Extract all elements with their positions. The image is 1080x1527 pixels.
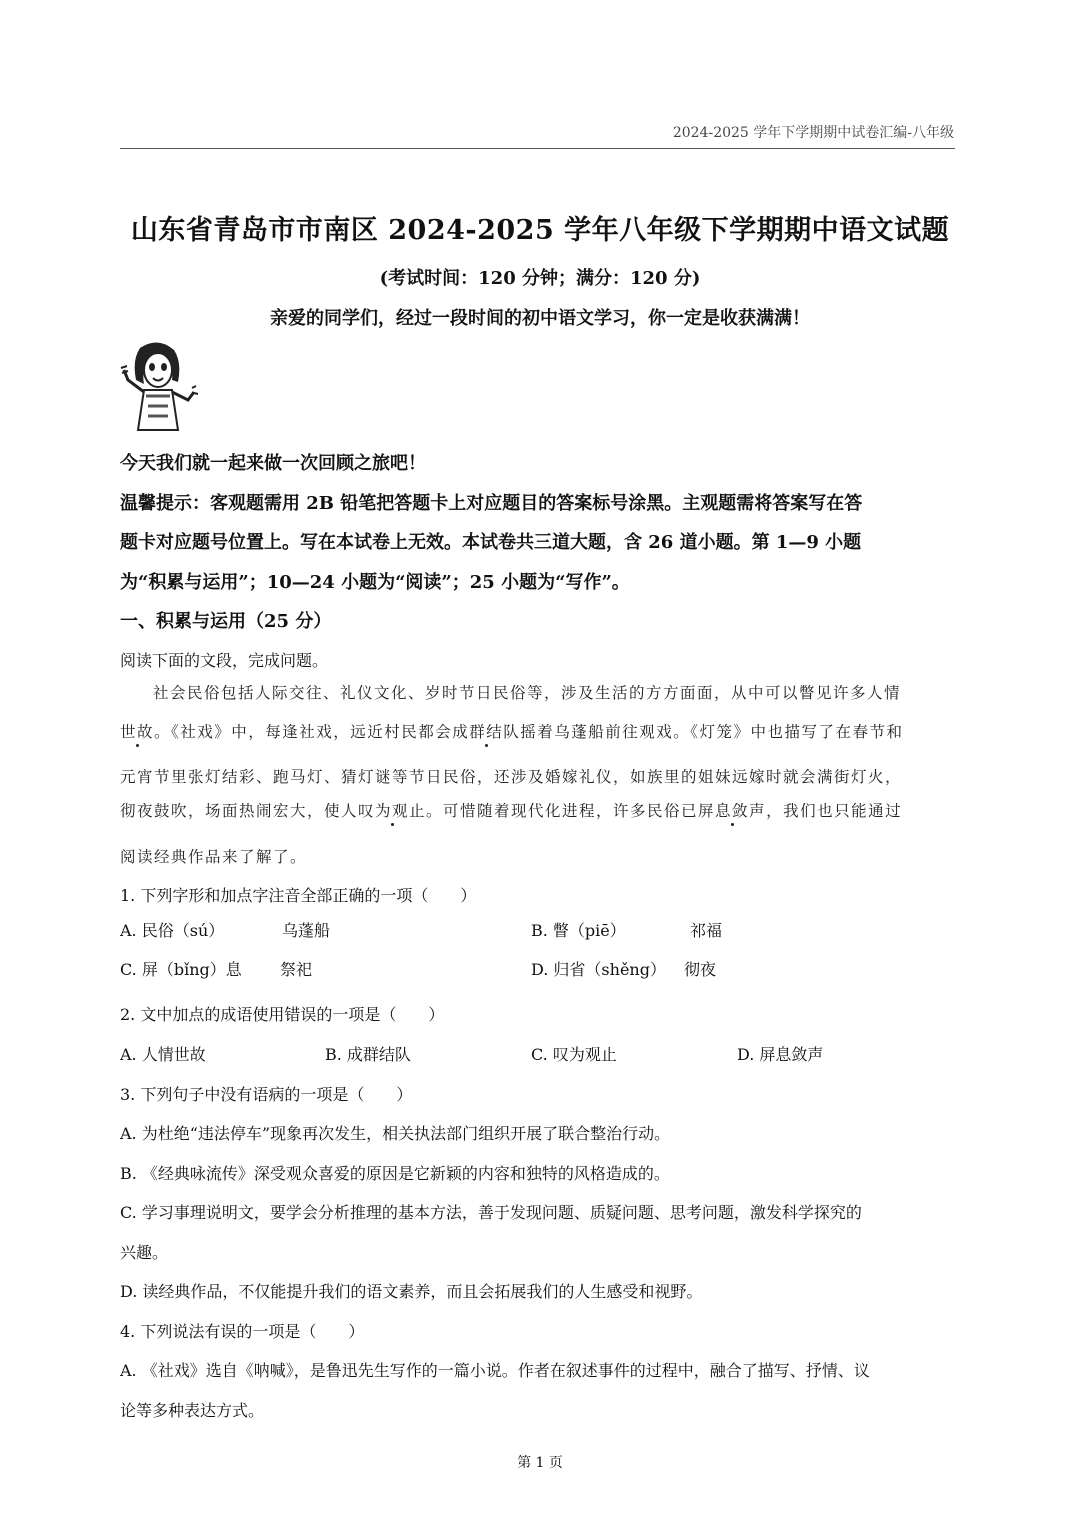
passage-line-2 [120, 720, 904, 742]
tips-line-3: 为“积累与运用”；10—24 小题为“阅读”；25 小题为“写作”。 [120, 572, 630, 593]
tips-line-1: 温馨提示：客观题需用 2B 铅笔把答题卡上对应题目的答案标号涂黑。主观题需将答案写在答 [120, 493, 863, 514]
q2-option-a[interactable]: A. 人情世故 [120, 1045, 206, 1064]
question-1-stem: 1. 下列字形和加点字注音全部正确的一项（ ） [120, 886, 477, 905]
passage-text: 。可惜随着现代化进程，许多民俗已 [426, 802, 699, 820]
intro-text: 今天我们就一起来做一次回顾之旅吧！ [120, 453, 426, 474]
q1-option-b-word: 祁福 [690, 921, 723, 940]
q3-option-b[interactable]: B. 《经典咏流传》深受观众喜爱的原因是它新颖的内容和独特的风格造成的。 [120, 1164, 670, 1183]
dotted-idiom-shigu: 世故 [120, 723, 155, 741]
section-title: 一、积累与运用（25 分） [120, 611, 332, 632]
page-number: 第 1 页 [517, 1455, 563, 1471]
q2-option-b[interactable]: B. 成群结队 [325, 1045, 411, 1064]
page-header: 2024-2025 学年下学期期中试卷汇编-八年级 [672, 125, 954, 141]
q4-option-a-cont: 论等多种表达方式。 [120, 1401, 265, 1420]
q3-option-c-cont: 兴趣。 [120, 1243, 169, 1262]
q1-option-b[interactable]: B. 瞥（piē） [531, 921, 626, 940]
q1-option-c-word: 祭祀 [280, 960, 313, 979]
header-divider [120, 148, 955, 149]
q4-option-a[interactable]: A. 《社戏》选自《呐喊》，是鲁迅先生写作的一篇小说。作者在叙述事件的过程中，融合了描写、抒情、议 [120, 1361, 870, 1380]
passage-line-3: 元宵节里张灯结彩、跑马灯、猜灯谜等节日民俗，还涉及婚嫁礼仪，如族里的姐妹远嫁时就会满街灯火， [120, 768, 903, 786]
q3-option-a[interactable]: A. 为杜绝“违法停车”现象再次发生，相关执法部门组织开展了联合整治行动。 [120, 1124, 671, 1143]
reading-prompt: 阅读下面的文段，完成问题。 [120, 651, 329, 670]
question-2-stem: 2. 文中加点的成语使用错误的一项是（ ） [120, 1005, 445, 1024]
tips-line-2: 题卡对应题号位置上。写在本试卷上无效。本试卷共三道大题，含 26 道小题。第 1—9 小题 [120, 532, 862, 553]
dotted-idiom-chengqunjiedui: 成群结队 [452, 723, 521, 741]
dotted-idiom-pingxilianshen: 屏息敛声 [698, 802, 767, 820]
q1-option-a[interactable]: A. 民俗（sú） [120, 921, 225, 940]
dotted-idiom-tanweiguanzhi: 叹为观止 [358, 802, 427, 820]
exam-title: 山东省青岛市市南区 2024-2025 学年八年级下学期期中语文试题 [130, 215, 950, 246]
passage-line-1: 社会民俗包括人际交往、礼仪文化、岁时节日民俗等，涉及生活的方方面面，从中可以瞥见许多人情 [153, 684, 902, 702]
q1-option-c[interactable]: C. 屏（bǐng）息 [120, 960, 242, 979]
passage-text: ，我们也只能通过 [766, 802, 903, 820]
q1-option-d-word: 彻夜 [684, 960, 717, 979]
q3-option-d[interactable]: D. 读经典作品，不仅能提升我们的语文素养，而且会拓展我们的人生感受和视野。 [120, 1282, 703, 1301]
passage-text: 。《社戏》中，每逢社戏，远近村民都会 [154, 723, 453, 741]
passage-line-4 [120, 799, 902, 821]
greeting-text: 亲爱的同学们，经过一段时间的初中语文学习，你一定是收获满满！ [270, 308, 810, 329]
q1-option-d[interactable]: D. 归省（shěng） [531, 960, 666, 979]
q2-option-d[interactable]: D. 屏息敛声 [737, 1045, 824, 1064]
passage-text: 摇着乌蓬船前往观戏。《灯笼》中也描写了在春节和 [520, 723, 904, 741]
question-4-stem: 4. 下列说法有误的一项是（ ） [120, 1322, 365, 1341]
question-3-stem: 3. 下列句子中没有语病的一项是（ ） [120, 1085, 413, 1104]
passage-line-5: 阅读经典作品来了解了。 [120, 848, 308, 866]
cartoon-girl-illustration [118, 340, 198, 436]
q2-option-c[interactable]: C. 叹为观止 [531, 1045, 617, 1064]
passage-text: 彻夜鼓吹，场面热闹宏大，使人 [120, 802, 359, 820]
q3-option-c[interactable]: C. 学习事理说明文，要学会分析推理的基本方法，善于发现问题、质疑问题、思考问题，激发科学探究的 [120, 1203, 862, 1222]
q1-option-a-word: 乌蓬船 [282, 921, 331, 940]
exam-subtitle: (考试时间：120 分钟；满分：120 分) [379, 268, 701, 289]
